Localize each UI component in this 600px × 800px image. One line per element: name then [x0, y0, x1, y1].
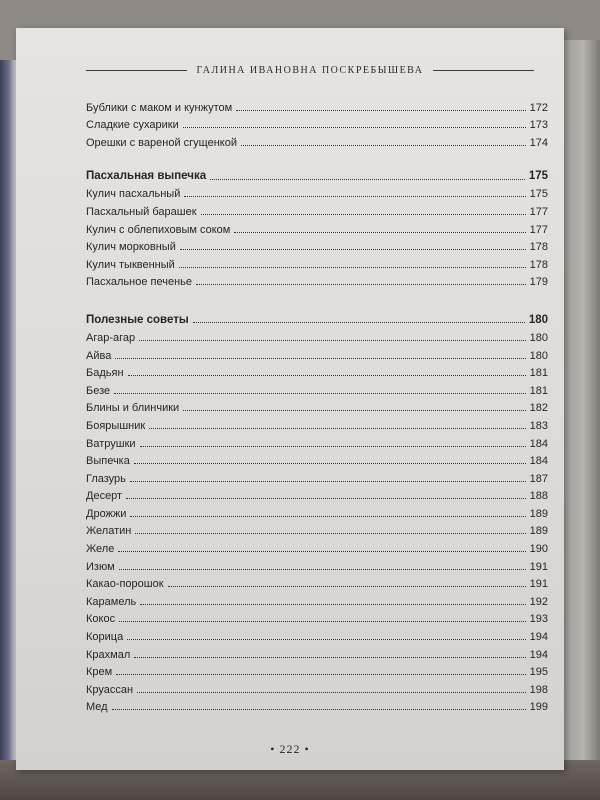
- toc-leader: [126, 497, 526, 499]
- toc-leader: [201, 213, 526, 215]
- toc-entry-page: 180: [529, 349, 548, 362]
- toc-leader: [114, 392, 526, 394]
- toc-entry-label: Круассан: [86, 683, 134, 696]
- toc-leader: [184, 195, 525, 197]
- toc-entry: [86, 450, 548, 468]
- toc-entry-label: Кулич с облепиховым соком: [86, 223, 231, 236]
- toc-section-label: Пасхальная выпечка: [86, 170, 207, 183]
- toc-entry-label: Айва: [86, 349, 112, 362]
- running-head: [86, 63, 534, 77]
- running-head-rule-right: [433, 70, 534, 71]
- toc-entry-page: 189: [529, 507, 548, 520]
- running-head-text: ГАЛИНА ИВАНОВНА ПОСКРЕБЫШЕВА: [196, 64, 424, 76]
- toc-entry-page: 184: [529, 455, 548, 468]
- toc-entry-page: 195: [529, 666, 548, 679]
- toc-entry-label: Крем: [86, 666, 113, 679]
- toc-entry: [86, 218, 548, 236]
- toc-leader: [119, 620, 526, 622]
- toc-gap: [86, 149, 548, 163]
- toc-entry-page: 182: [529, 402, 548, 415]
- toc-entry-page: 199: [529, 701, 548, 714]
- toc-entry: [86, 114, 548, 132]
- toc-entry: [86, 520, 548, 538]
- toc-leader: [179, 266, 526, 268]
- toc-entry-page: 189: [529, 525, 548, 538]
- toc-entry-label: Пасхальный барашек: [86, 205, 197, 218]
- toc-leader: [210, 178, 525, 180]
- toc-entry: [86, 432, 548, 450]
- running-head-rule-left: [86, 70, 187, 71]
- toc-leader: [193, 321, 525, 323]
- toc-entry: [86, 397, 548, 415]
- toc-entry-page: 178: [529, 258, 548, 271]
- toc-entry-label: Какао-порошок: [86, 578, 164, 591]
- toc-section-heading: [86, 163, 548, 183]
- toc-entry: [86, 200, 548, 218]
- toc-entry: [86, 502, 548, 520]
- toc-entry-label: Мед: [86, 701, 108, 714]
- toc-entry: [86, 253, 548, 271]
- toc-entry-page: 172: [529, 101, 548, 114]
- toc-entry-page: 177: [529, 205, 548, 218]
- toc-entry-label: Дрожжи: [86, 507, 127, 520]
- toc-entry-page: 173: [529, 119, 548, 132]
- toc-entry-label: Пасхальное печенье: [86, 276, 193, 289]
- toc-entry-page: 194: [529, 648, 548, 661]
- toc-entry-page: 192: [529, 595, 548, 608]
- toc-group-1: [86, 96, 548, 149]
- toc-entry: [86, 362, 548, 380]
- toc-entry: [86, 414, 548, 432]
- toc-leader: [127, 638, 525, 640]
- book-edge-right: [558, 40, 600, 800]
- toc-leader: [139, 339, 526, 341]
- toc-entry-label: Корица: [86, 631, 124, 644]
- toc-entry-label: Кокос: [86, 613, 116, 626]
- toc-entry-page: 184: [529, 437, 548, 450]
- toc-entry: [86, 467, 548, 485]
- toc-entry: [86, 573, 548, 591]
- toc-entry-page: 178: [529, 241, 548, 254]
- toc-entry-page: 188: [529, 490, 548, 503]
- toc-entry: [86, 608, 548, 626]
- toc-entry-label: Боярышник: [86, 419, 146, 432]
- toc-entry-page: 179: [529, 276, 548, 289]
- toc-entry-label: Карамель: [86, 595, 137, 608]
- toc-section-heading: [86, 306, 548, 326]
- toc-entry: [86, 696, 548, 714]
- toc-leader: [119, 568, 526, 570]
- toc-entry: [86, 379, 548, 397]
- toc-entry: [86, 131, 548, 149]
- toc-leader: [116, 673, 525, 675]
- toc-entry-label: Желатин: [86, 525, 132, 538]
- toc-entry: [86, 678, 548, 696]
- toc-leader: [128, 374, 526, 376]
- toc-leader: [134, 656, 525, 658]
- toc-leader: [241, 144, 526, 146]
- toc-entry-label: Изюм: [86, 560, 115, 573]
- toc-section-label: Полезные советы: [86, 313, 189, 326]
- toc-entry-page: 187: [529, 472, 548, 485]
- toc-entry: [86, 625, 548, 643]
- toc-leader: [236, 109, 525, 111]
- toc-section-page: 180: [528, 313, 548, 326]
- toc-entry-label: Сладкие сухарики: [86, 119, 179, 132]
- toc-entry-label: Кулич пасхальный: [86, 188, 181, 201]
- toc-entry-page: 193: [529, 613, 548, 626]
- toc-entry-label: Бублики с маком и кунжутом: [86, 101, 233, 114]
- toc-group-2: [86, 183, 548, 289]
- toc-leader: [140, 445, 526, 447]
- toc-entry-page: 191: [529, 578, 548, 591]
- toc-entry-label: Десерт: [86, 490, 123, 503]
- toc-leader: [130, 480, 526, 482]
- toc-entry-label: Кулич тыквенный: [86, 258, 175, 271]
- toc-leader: [115, 357, 525, 359]
- toc-entry-label: Безе: [86, 384, 111, 397]
- book-page: [16, 28, 564, 770]
- toc-leader: [134, 462, 526, 464]
- toc-entry: [86, 236, 548, 254]
- toc-leader: [135, 532, 525, 534]
- toc-entry: [86, 661, 548, 679]
- toc-entry-page: 191: [529, 560, 548, 573]
- toc-entry: [86, 555, 548, 573]
- toc-entry: [86, 590, 548, 608]
- toc-entry-page: 175: [529, 188, 548, 201]
- toc-entry-label: Ватрушки: [86, 437, 136, 450]
- toc-leader: [140, 603, 525, 605]
- toc-entry-page: 190: [529, 543, 548, 556]
- toc-leader: [118, 550, 525, 552]
- toc-entry-label: Орешки с вареной сгущенкой: [86, 136, 237, 149]
- toc-entry: [86, 271, 548, 289]
- toc-entry: [86, 183, 548, 201]
- toc-entry: [86, 96, 548, 114]
- toc-section-page: 175: [528, 170, 548, 183]
- toc-entry-label: Выпечка: [86, 455, 130, 468]
- toc-gap: [86, 288, 548, 306]
- toc-entry-label: Бадьян: [86, 367, 124, 380]
- toc-leader: [168, 585, 526, 587]
- toc-leader: [112, 708, 526, 710]
- toc-entry-label: Кулич морковный: [86, 241, 176, 254]
- toc-group-3: [86, 326, 548, 713]
- toc-entry-label: Агар-агар: [86, 331, 136, 344]
- toc-entry: [86, 326, 548, 344]
- toc-entry-page: 177: [529, 223, 548, 236]
- toc-leader: [196, 283, 526, 285]
- toc-entry-label: Крахмал: [86, 648, 131, 661]
- toc-leader: [137, 691, 526, 693]
- toc-leader: [234, 231, 525, 233]
- page-number: • 222 •: [270, 742, 310, 756]
- toc-entry-label: Глазурь: [86, 472, 126, 485]
- toc-entry-page: 180: [529, 331, 548, 344]
- table-of-contents: [86, 96, 548, 713]
- toc-leader: [149, 427, 525, 429]
- toc-entry: [86, 537, 548, 555]
- toc-leader: [130, 515, 525, 517]
- toc-entry: [86, 485, 548, 503]
- toc-entry-label: Блины и блинчики: [86, 402, 180, 415]
- toc-entry-page: 181: [529, 384, 548, 397]
- toc-entry-page: 174: [529, 136, 548, 149]
- toc-entry: [86, 643, 548, 661]
- toc-entry-page: 183: [529, 419, 548, 432]
- toc-entry-label: Желе: [86, 543, 115, 556]
- toc-leader: [183, 126, 526, 128]
- toc-entry-page: 198: [529, 683, 548, 696]
- toc-entry-page: 181: [529, 367, 548, 380]
- toc-leader: [180, 248, 526, 250]
- toc-entry: [86, 344, 548, 362]
- toc-leader: [183, 409, 525, 411]
- toc-entry-page: 194: [529, 631, 548, 644]
